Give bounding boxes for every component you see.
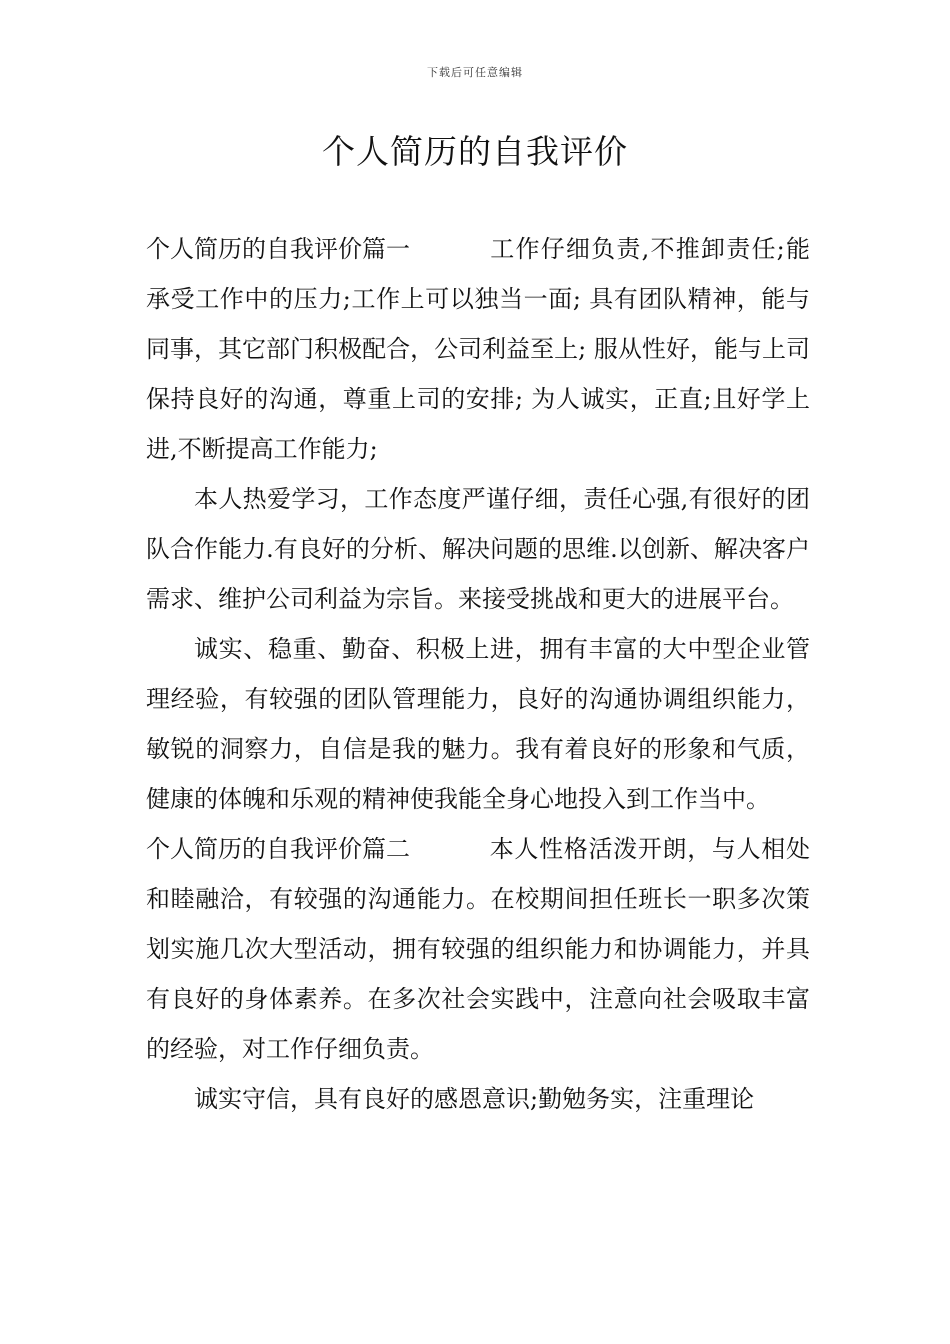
document-body xyxy=(146,224,810,1124)
section-1-first-text: 工作仔细负责,不推卸责任;能承受工作中的压力;工作上可以独当一面; 具有团队精神，能与同事，其它部门积极配合，公司利益至上; 服从性好，能与上司保持良好的沟通，尊重上司的安排; 为人诚实，正直;且好学上进,不断提高工作能力; xyxy=(146,235,810,463)
section-1-paragraph-1: 本人热爱学习，工作态度严谨仔细，责任心强,有很好的团队合作能力.有良好的分析、解决问题的思维.以创新、解决客户需求、维护公司利益为宗旨。来接受挑战和更大的进展平台。 xyxy=(146,485,810,613)
section-2-intro xyxy=(146,824,810,1074)
section-2-first-text: 本人性格活泼开朗，与人相处和睦融洽，有较强的沟通能力。在校期间担任班长一职多次策划实施几次大型活动，拥有较强的组织能力和协调能力，并具有良好的身体素养。在多次社会实践中，注意向社会吸取丰富的经验，对工作仔细负责。 xyxy=(146,835,810,1063)
section-1-heading: 个人简历的自我评价篇一 xyxy=(146,235,410,263)
document-title: 个人简历的自我评价 xyxy=(322,132,628,171)
section-2-paragraph-1: 诚实守信，具有良好的感恩意识;勤勉务实，注重理论 xyxy=(194,1085,755,1113)
section-2-heading: 个人简历的自我评价篇二 xyxy=(146,835,410,863)
section-1-intro xyxy=(146,224,810,474)
header-note: 下载后可任意编辑 xyxy=(427,66,523,79)
section-1-paragraph-2: 诚实、稳重、勤奋、积极上进，拥有丰富的大中型企业管理经验，有较强的团队管理能力，良好的沟通协调组织能力，敏锐的洞察力，自信是我的魅力。我有着良好的形象和气质，健康的体魄和乐观的精神使我能全身心地投入到工作当中。 xyxy=(146,635,810,813)
